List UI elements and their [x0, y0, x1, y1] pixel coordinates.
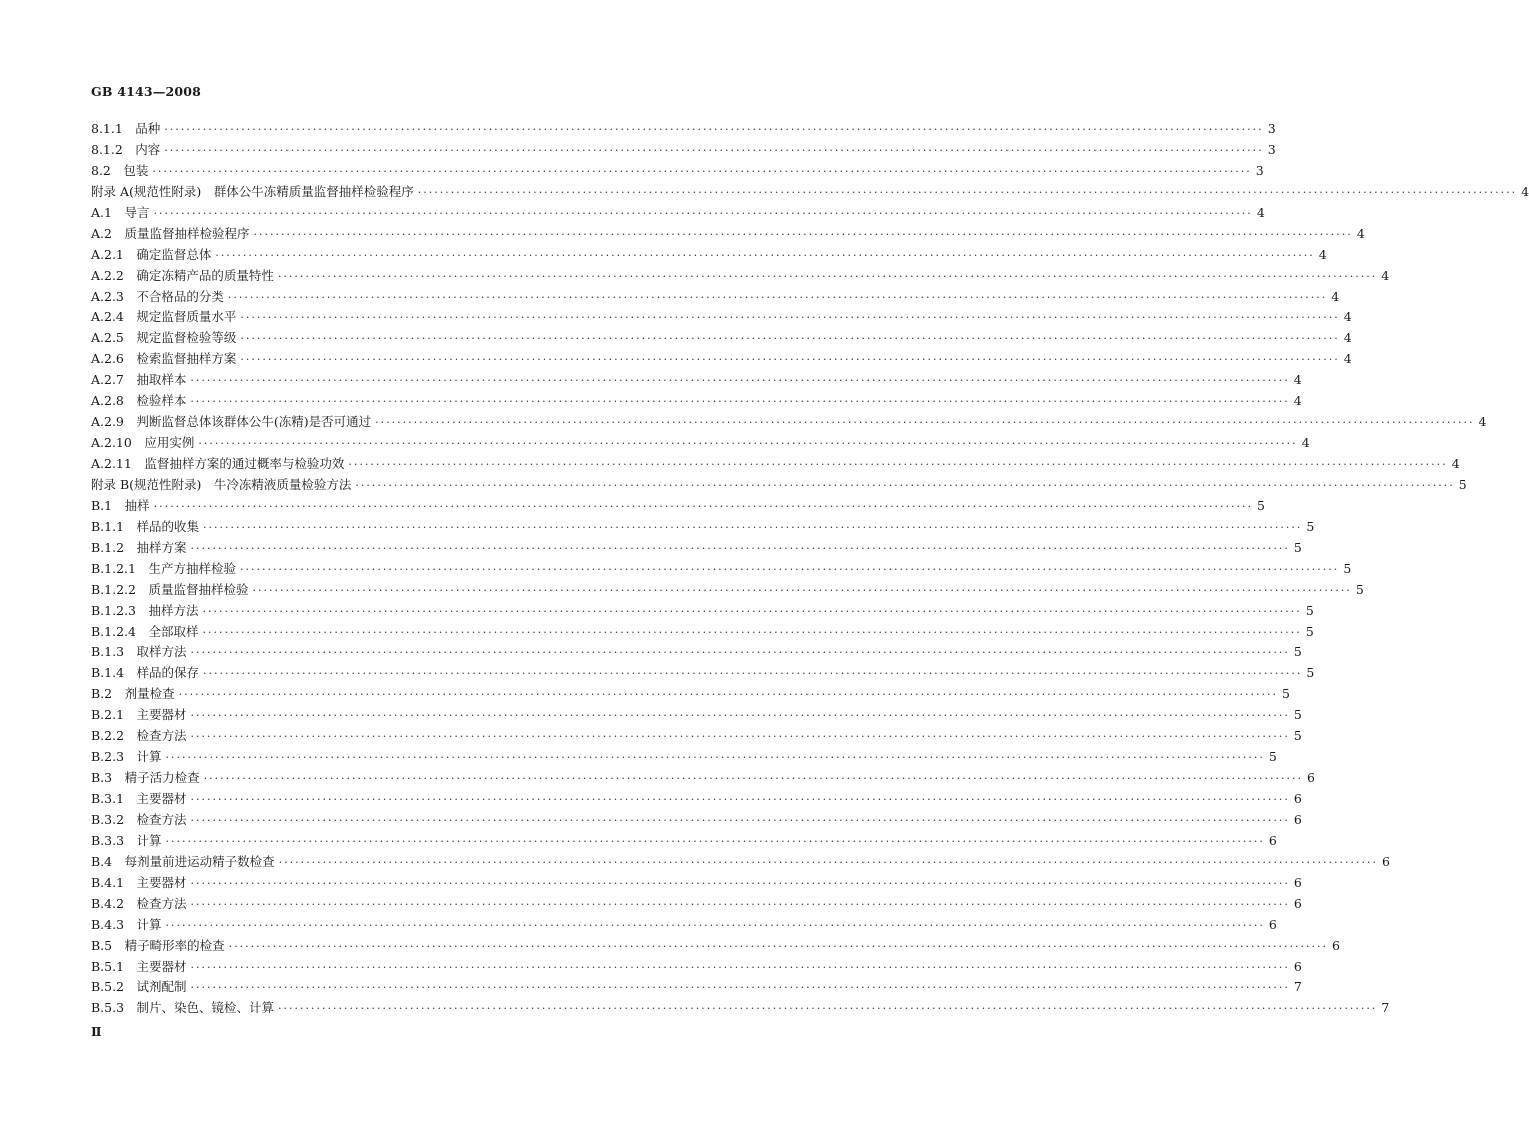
- toc-entry-title: B.1.2 抽样方案: [91, 539, 187, 555]
- toc-dot-leader: ········································································································································································································: [165, 834, 1265, 848]
- toc-entry-title: B.3.3 计算: [91, 832, 162, 848]
- toc-entry-title: B.1.2.1 生产方抽样检验: [91, 560, 236, 576]
- toc-entry[interactable]: [91, 977, 1302, 998]
- toc-entry-page: 6: [1293, 811, 1302, 827]
- toc-dot-leader: ········································································································································································································: [278, 1002, 1378, 1016]
- toc-entry-title: 8.1.1 品种: [91, 121, 161, 136]
- toc-entry-title: 附录 B(规范性附录) 牛冷冻精液质量检验方法: [91, 476, 352, 492]
- toc-entry-page: 4: [1293, 372, 1302, 388]
- toc-entry-page: 6: [1293, 791, 1302, 806]
- toc-entry-title: B.2 剂量检查: [91, 686, 175, 702]
- toc-dot-leader: ········································································································································································································: [355, 478, 1455, 492]
- toc-entry-page: 7: [1381, 1000, 1390, 1016]
- toc-dot-leader: ········································································································································································································: [190, 541, 1290, 555]
- toc-entry[interactable]: [91, 894, 1302, 915]
- toc-dot-leader: ········································································································································································································: [375, 416, 1475, 430]
- toc-entry-page: 6: [1293, 874, 1302, 890]
- toc-entry-page: 5: [1293, 707, 1302, 723]
- toc-entry-title: B.5.2 试剂配制: [91, 979, 187, 995]
- toc-entry[interactable]: [91, 705, 1302, 726]
- toc-entry[interactable]: [91, 140, 1276, 161]
- toc-entry-title: B.3.2 检查方法: [91, 811, 187, 827]
- toc-dot-leader: ········································································································································································································: [202, 625, 1302, 639]
- toc-entry[interactable]: [91, 266, 1390, 287]
- toc-entry-page: 6: [1268, 916, 1277, 932]
- toc-entry[interactable]: [91, 454, 1460, 475]
- toc-entry-page: 4: [1478, 414, 1487, 430]
- toc-dot-leader: ········································································································································································································: [240, 332, 1340, 346]
- toc-entry[interactable]: [91, 873, 1302, 894]
- toc-entry[interactable]: [91, 684, 1290, 705]
- toc-entry-title: A.2.10 应用实例: [91, 435, 195, 451]
- toc-entry-page: 5: [1355, 581, 1364, 597]
- toc-entry[interactable]: [91, 768, 1315, 789]
- toc-entry[interactable]: [91, 852, 1390, 873]
- toc-dot-leader: ········································································································································································································: [165, 751, 1265, 765]
- toc-dot-leader: ········································································································································································································: [228, 939, 1328, 953]
- toc-entry-page: 5: [1257, 497, 1265, 513]
- toc-entry[interactable]: [91, 475, 1467, 496]
- toc-entry-title: B.3 精子活力检查: [91, 770, 200, 786]
- toc-entry[interactable]: [91, 915, 1277, 936]
- toc-entry-page: 5: [1268, 749, 1277, 765]
- toc-dot-leader: ········································································································································································································: [190, 646, 1290, 660]
- toc-entry[interactable]: [91, 496, 1265, 517]
- toc-dot-leader: ········································································································································································································: [164, 123, 1264, 136]
- toc-entry-page: 4: [1343, 330, 1352, 346]
- toc-entry-page: 5: [1293, 539, 1302, 555]
- toc-entry-title: B.2.3 计算: [91, 749, 162, 765]
- toc-dot-leader: ········································································································································································································: [190, 897, 1290, 911]
- toc-entry-page: 4: [1331, 288, 1340, 304]
- toc-entry[interactable]: [91, 203, 1265, 224]
- toc-entry-page: 7: [1293, 979, 1302, 995]
- toc-entry[interactable]: [91, 328, 1352, 349]
- toc-entry-title: A.2.4 规定监督质量水平: [91, 309, 237, 325]
- toc-dot-leader: ········································································································································································································: [190, 813, 1290, 827]
- toc-dot-leader: ········································································································································································································: [190, 395, 1290, 409]
- toc-entry-page: 4: [1256, 204, 1265, 220]
- toc-entry[interactable]: [91, 161, 1264, 182]
- toc-entry-title: B.5.1 主要器材: [91, 958, 187, 974]
- toc-entry-title: A.2.3 不合格品的分类: [91, 288, 224, 304]
- toc-entry-title: A.2.6 检索监督抽样方案: [91, 351, 237, 367]
- toc-dot-leader: ········································································································································································································: [164, 143, 1264, 157]
- toc-dot-leader: ········································································································································································································: [253, 227, 1353, 241]
- toc-entry-page: 6: [1382, 853, 1390, 869]
- toc-dot-leader: ········································································································································································································: [190, 793, 1290, 806]
- toc-entry[interactable]: [91, 601, 1314, 622]
- toc-dot-leader: ········································································································································································································: [278, 855, 1378, 869]
- toc-entry[interactable]: [91, 998, 1390, 1019]
- toc-dot-leader: ········································································································································································································: [190, 374, 1290, 388]
- toc-entry-page: 3: [1255, 162, 1264, 178]
- toc-entry-page: 3: [1267, 121, 1276, 136]
- toc-dot-leader: ········································································································································································································: [190, 981, 1290, 995]
- toc-entry[interactable]: [91, 433, 1310, 454]
- toc-dot-leader: ········································································································································································································: [277, 269, 1378, 283]
- toc-entry-title: A.2.1 确定监督总体: [91, 246, 212, 262]
- page-number: Ⅱ: [91, 1024, 102, 1039]
- toc-entry[interactable]: [91, 370, 1302, 391]
- toc-entry-page: 5: [1305, 602, 1314, 618]
- toc-dot-leader: ········································································································································································································: [190, 876, 1290, 890]
- toc-entry-page: 4: [1343, 351, 1352, 367]
- toc-entry-title: A.2.7 抽取样本: [91, 372, 187, 388]
- toc-entry-page: 5: [1282, 686, 1290, 702]
- toc-entry-title: 8.2 包装: [91, 162, 149, 178]
- toc-entry-page: 6: [1293, 895, 1302, 911]
- toc-entry[interactable]: [91, 538, 1302, 559]
- toc-entry-page: 4: [1343, 309, 1352, 325]
- toc-entry[interactable]: [91, 831, 1277, 852]
- toc-dot-leader: ········································································································································································································: [153, 206, 1253, 220]
- toc-entry[interactable]: [91, 182, 1529, 203]
- table-of-contents: [91, 119, 1529, 1019]
- toc-entry-title: A.2.9 判断监督总体该群体公牛(冻精)是否可通过: [91, 414, 372, 430]
- toc-entry-title: B.2.1 主要器材: [91, 707, 187, 723]
- toc-dot-leader: ········································································································································································································: [198, 437, 1298, 451]
- toc-entry-title: B.2.2 检查方法: [91, 728, 187, 744]
- toc-entry[interactable]: [91, 957, 1302, 978]
- toc-entry-title: B.5.3 制片、染色、镜检、计算: [91, 1000, 275, 1016]
- toc-dot-leader: ········································································································································································································: [239, 562, 1340, 576]
- toc-entry-page: 3: [1267, 141, 1276, 157]
- toc-dot-leader: ········································································································································································································: [178, 688, 1278, 702]
- toc-entry[interactable]: [91, 789, 1302, 810]
- toc-dot-leader: ········································································································································································································: [203, 520, 1303, 534]
- toc-entry-title: A.1 导言: [91, 204, 150, 220]
- toc-dot-leader: ········································································································································································································: [227, 290, 1328, 304]
- toc-entry-page: 5: [1343, 560, 1352, 576]
- toc-entry[interactable]: [91, 663, 1315, 684]
- toc-entry-title: A.2.11 监督抽样方案的通过概率与检验功效: [91, 456, 345, 471]
- toc-entry[interactable]: [91, 726, 1302, 747]
- toc-entry[interactable]: [91, 810, 1302, 831]
- toc-entry-title: B.4 每剂量前进运动精子数检查: [91, 853, 275, 869]
- toc-entry[interactable]: [91, 245, 1327, 266]
- toc-entry-page: 4: [1301, 435, 1310, 451]
- toc-entry[interactable]: [91, 559, 1352, 580]
- toc-dot-leader: ········································································································································································································: [202, 604, 1302, 618]
- toc-dot-leader: ········································································································································································································: [165, 918, 1265, 932]
- toc-entry-page: 4: [1381, 267, 1390, 283]
- toc-entry[interactable]: [91, 224, 1365, 245]
- toc-entry[interactable]: [91, 119, 1276, 140]
- toc-entry-title: B.4.3 计算: [91, 916, 162, 932]
- toc-dot-leader: ········································································································································································································: [348, 458, 1448, 471]
- toc-entry-page: 4: [1451, 456, 1460, 471]
- toc-entry-title: A.2.8 检验样本: [91, 393, 187, 409]
- toc-dot-leader: ········································································································································································································: [240, 353, 1340, 367]
- toc-dot-leader: ········································································································································································································: [190, 960, 1290, 974]
- toc-entry-title: B.1 抽样: [91, 497, 150, 513]
- toc-dot-leader: ········································································································································································································: [190, 709, 1290, 723]
- toc-entry-title: B.1.2.3 抽样方法: [91, 602, 199, 618]
- toc-entry-page: 4: [1293, 393, 1302, 409]
- toc-entry-page: 5: [1293, 728, 1302, 744]
- toc-dot-leader: ········································································································································································································: [417, 185, 1518, 199]
- toc-entry-title: A.2.5 规定监督检验等级: [91, 330, 237, 346]
- toc-dot-leader: ········································································································································································································: [215, 248, 1315, 262]
- toc-entry-title: B.1.2.4 全部取样: [91, 623, 199, 639]
- toc-entry-title: 8.1.2 内容: [91, 141, 161, 157]
- toc-entry[interactable]: [91, 622, 1314, 643]
- toc-entry-title: B.5 精子畸形率的检查: [91, 937, 225, 953]
- toc-dot-leader: ········································································································································································································: [190, 730, 1290, 744]
- document-header: GB 4143—2008: [91, 84, 202, 99]
- toc-dot-leader: ········································································································································································································: [240, 311, 1340, 325]
- toc-entry-page: 5: [1458, 476, 1467, 492]
- toc-entry[interactable]: [91, 642, 1302, 663]
- toc-entry[interactable]: [91, 517, 1315, 538]
- toc-entry[interactable]: [91, 936, 1340, 957]
- toc-dot-leader: ········································································································································································································: [152, 164, 1252, 178]
- toc-entry-title: B.1.2.2 质量监督抽样检验: [91, 581, 249, 597]
- toc-entry-title: B.1.3 取样方法: [91, 644, 187, 660]
- toc-dot-leader: ········································································································································································································: [203, 667, 1303, 681]
- toc-entry-title: A.2 质量监督抽样检验程序: [91, 225, 250, 241]
- toc-entry-page: 5: [1293, 644, 1302, 660]
- toc-entry-title: A.2.2 确定冻精产品的质量特性: [91, 267, 274, 283]
- toc-entry[interactable]: [91, 349, 1352, 370]
- toc-entry-page: 4: [1356, 225, 1365, 241]
- toc-entry-title: 附录 A(规范性附录) 群体公牛冻精质量监督抽样检验程序: [91, 183, 414, 199]
- toc-entry[interactable]: [91, 747, 1277, 768]
- toc-entry-page: 5: [1305, 623, 1314, 639]
- toc-entry-title: B.4.2 检查方法: [91, 895, 187, 911]
- toc-dot-leader: ········································································································································································································: [252, 583, 1352, 597]
- toc-entry-page: 4: [1318, 246, 1327, 262]
- toc-dot-leader: ········································································································································································································: [203, 772, 1303, 786]
- toc-entry-page: 6: [1268, 832, 1277, 848]
- toc-entry-title: B.1.1 样品的收集: [91, 518, 200, 534]
- toc-entry[interactable]: [91, 412, 1487, 433]
- toc-entry-page: 6: [1293, 958, 1302, 974]
- toc-entry[interactable]: [91, 287, 1340, 308]
- toc-entry-page: 5: [1306, 518, 1315, 534]
- toc-dot-leader: ········································································································································································································: [153, 499, 1253, 513]
- toc-entry[interactable]: [91, 391, 1302, 412]
- toc-entry-title: B.1.4 样品的保存: [91, 665, 200, 681]
- toc-entry-page: 5: [1306, 665, 1315, 681]
- toc-entry[interactable]: [91, 307, 1352, 328]
- toc-entry[interactable]: [91, 580, 1364, 601]
- toc-entry-title: B.4.1 主要器材: [91, 874, 187, 890]
- toc-entry-page: 6: [1307, 770, 1315, 786]
- toc-entry-title: B.3.1 主要器材: [91, 791, 187, 806]
- toc-entry-page: 4: [1521, 183, 1529, 199]
- toc-entry-page: 6: [1332, 937, 1340, 953]
